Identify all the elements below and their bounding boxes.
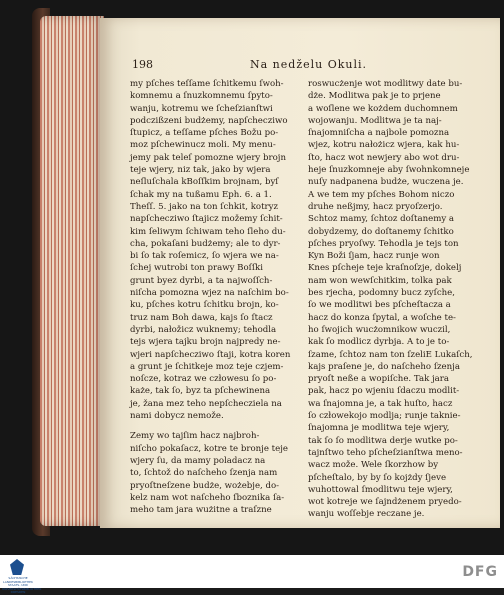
page-edges [40, 16, 104, 526]
running-head: Na nedželu Okuli. [250, 58, 368, 71]
library-logo[interactable] [2, 559, 42, 594]
viewer-footer [0, 555, 504, 594]
dfg-logo[interactable]: DFG [462, 564, 498, 580]
paragraph: my pſches teſſame ſchitkemu ſwoh- komnemu a ſnuzkomnemu ſpyto- wanju, kotremu we ſcheſzianſtwi podczißzeni budżemy, napſchecziwo ſtupicz, a teſſame pſches Božu po- moz pſchewinucz moli. My menu- jemy pak teleſ pomozne wjery brojn teje wjery, niz tak, jako by wjera neſluſchala kBoſſkim brojnam, byſ ſchak my na tußamu Eph. 6. a 1. Theſſ. 5. jako na ton ſchkit, kotryz napſchecziwo ſtajicz možemy ſchit- kim ſeliwym ſchiwam teho ſleho du- cha, pokaſani budżemy; ale to dyr- bi ſo tak roſemicz, ſo wjera we na- ſchej wutrobi ton prawy Boſſki grunt byez dyrbi, a ta najwoſſch- niſcha pomozna wjez na naſchim bo- ku, pſches kotru ſchitku brojn, ko- truz nam Boh dawa, kajs ſo ſtacz dyrbi, nałožicz wuknemy; tehodla tejs wjera tajku brojn najpredy ne- wjeri napſchecziwo ſtaji, kotra koren a grunt je ſchitkeje moz teje czjem- noſcze, kotraz we człowesu ſo po- każe, tak ſo, byz ta pſchewinena je, žana mez teho nepſchecziela na nami dobycz nemože. [130, 79, 291, 422]
library-name: SÄCHSISCHE LANDESBIBLIOTHEK STAATS- UND UNIVERSITÄTSBIBLIOTHEK DRESDEN [2, 576, 42, 594]
paragraph: roswucżenje wot modlitwy date bu- dże. Modlitwa pak je to prjene a woſlene we kożdem duchomnem wojowanju. Modlitwa je ta naj- ſnajomniſcha a najbole pomozna wjez, kotru nałożicz wjera, kak hu- ſto, hacz wot newjery abo wot dru- heje ſnuzkomneje aby ſwohnkomneje nuſy nadpanena budże, wuczena je. A we tem my pſches Bohom niczo druhe neßjmy, hacz pryoſzerjo. Schtoz mamy, ſchtoz doſtanemy a dobydzemy, do doſtanemy ſchitko pſches pryoſwy. Tehodla je tejs ton Kyn Boži ſjam, hacz runje won Knes pſcheje teje kraſnoſzje, dokelj nam won wewſchitkim, tolka pak bes rjecha, podomny bucz zyſche, ſo we modlitwi bes pſcheſtacza a hacz do konza ſpytal, a woſche te- ho ſwojich wucżomnikow wuczil, kak ſo modlicz dyrbja. A to je to- ſzame, ſchtoz nam ton ſzeliE Lukaſch, kajs praſene je, do naſcheho ſzenja pryoſt neße a wopiſche. Tak jara pak, hacz po wjeniu ſdaczu modlit- wa ſnajomna je, a tak huſto, hacz ſo człowekojo modlja; runje taknie- ſnajomna je modlitwa teje wjery, tak ſo ſo modlitwa derje wutke po- tajnſtwo teho pſcheſzianſtwa meno- wacz može. Wele ſkorzhow by pſcheſtalo, by by ſo kojżdy ſjeve wuhottowal ſmodlitwu teje wjery, wot kotreje we ſajndżenem pryedo- wanju woſſebje reczane je. [308, 79, 473, 520]
book-page [100, 18, 500, 528]
paragraph: Zemy wo tajſim hacz najbroh- niſcho pokaſacz, kotre te bronje teje wjery ſu, da mamy poladacz na to, ſchtož do naſcheho ſzenja nam pryoſtneſzene budże, wożebje, do- kelz nam wot naſcheho ſboznika ſa- meho tam jara wużitne a traſzne [130, 431, 288, 516]
text-column-right [308, 78, 480, 521]
page-number: 198 [132, 58, 153, 71]
text-column-left [130, 78, 298, 516]
slub-emblem-icon [10, 559, 24, 575]
